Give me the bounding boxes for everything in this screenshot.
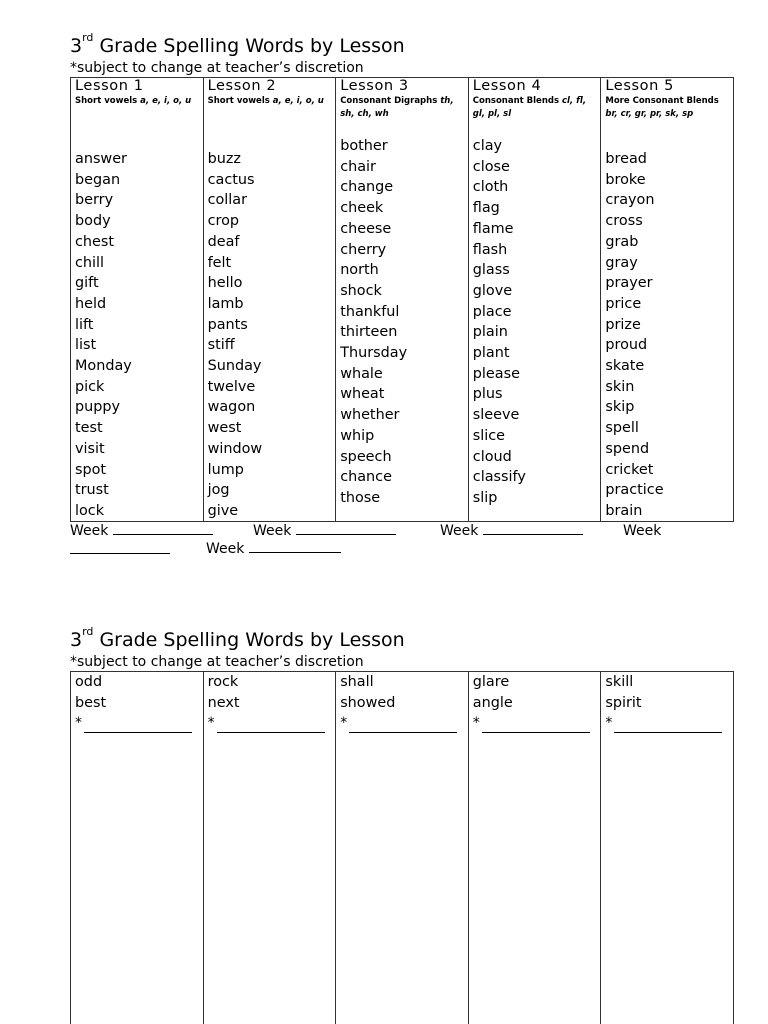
word: chance <box>340 469 392 486</box>
word: classify <box>472 469 526 486</box>
word: best <box>75 694 107 711</box>
word: began <box>75 171 121 188</box>
spelling-table-2 <box>70 671 734 1024</box>
column-2 <box>204 672 337 1024</box>
lesson-2-title: Lesson 2 <box>207 78 277 94</box>
word: grab <box>605 233 639 250</box>
week-2-line <box>253 522 396 540</box>
word: those <box>340 489 381 506</box>
week-blank <box>483 522 583 535</box>
column-1 <box>71 672 204 1024</box>
word: cloth <box>472 179 509 196</box>
asterisk: * <box>472 715 480 731</box>
word: price <box>605 295 642 312</box>
lesson-5-title: Lesson 5 <box>605 78 674 94</box>
column-5 <box>601 672 733 1024</box>
week-4-blank-line <box>70 541 170 559</box>
lesson-1-column <box>71 78 204 521</box>
word: crayon <box>605 192 655 209</box>
word: gray <box>605 254 638 271</box>
word: test <box>75 420 103 437</box>
word: whether <box>340 407 400 424</box>
word: west <box>207 420 242 437</box>
lesson-1-title: Lesson 1 <box>75 78 144 94</box>
write-in-line[interactable] <box>473 713 601 733</box>
lesson-2-description <box>208 95 336 108</box>
word: next <box>207 694 240 711</box>
word: thirteen <box>340 324 398 341</box>
asterisk: * <box>605 715 613 731</box>
word: practice <box>605 482 664 499</box>
lesson-3-description <box>340 95 468 121</box>
word: lock <box>75 502 105 519</box>
lesson-4-title: Lesson 4 <box>472 78 542 94</box>
word: shall <box>340 674 374 690</box>
write-in-blank[interactable] <box>217 718 325 733</box>
lesson-5-word-list <box>605 149 663 521</box>
word: skate <box>605 358 645 375</box>
lesson-4-word-list <box>473 136 526 509</box>
word: Monday <box>75 358 132 375</box>
week-label: Week <box>70 523 109 539</box>
word: lump <box>207 461 244 478</box>
word: prize <box>605 316 641 333</box>
word: collar <box>207 192 248 209</box>
page-subtitle-2: *subject to change at teacher’s discretion <box>70 654 364 670</box>
word: proud <box>605 337 648 354</box>
word: glare <box>472 674 510 690</box>
word: lift <box>75 316 94 333</box>
write-in-blank[interactable] <box>614 718 722 733</box>
week-1-line <box>70 522 213 540</box>
lesson-2-desc-text: Short vowels <box>207 96 273 106</box>
lesson-2-column <box>204 78 337 521</box>
word: cheek <box>340 200 384 217</box>
word: flag <box>472 200 500 217</box>
title-grade-number: 3 <box>70 35 83 57</box>
word: visit <box>75 440 105 457</box>
lesson-3-desc-letters: th, sh, ch, wh <box>340 96 454 119</box>
title-text: Grade Spelling Words by Lesson <box>93 629 405 651</box>
word: cricket <box>605 461 654 478</box>
word: skill <box>605 674 634 690</box>
word: prayer <box>605 275 653 292</box>
word: close <box>472 158 510 175</box>
word: slice <box>472 427 506 444</box>
write-in-blank[interactable] <box>482 718 590 733</box>
word: body <box>75 213 111 230</box>
word: plant <box>472 345 510 362</box>
word: flash <box>472 241 508 258</box>
word: sleeve <box>472 407 520 424</box>
title-grade-suffix: rd <box>82 625 94 638</box>
title-grade-number: 3 <box>70 629 83 651</box>
week-blank <box>113 522 213 535</box>
write-in-blank[interactable] <box>84 718 192 733</box>
week-label: Week <box>440 523 479 539</box>
word: cheese <box>340 220 392 237</box>
word: gift <box>75 275 99 292</box>
word: thankful <box>340 303 400 320</box>
word: odd <box>75 674 103 690</box>
word: brain <box>605 502 643 519</box>
page-title <box>70 31 405 57</box>
word: clay <box>472 138 503 154</box>
lesson-5-description <box>605 95 733 121</box>
word: north <box>340 262 379 279</box>
title-text: Grade Spelling Words by Lesson <box>93 35 405 57</box>
word: change <box>340 179 394 196</box>
asterisk: * <box>340 715 348 731</box>
lesson-1-desc-text: Short vowels <box>75 96 141 106</box>
word: puppy <box>75 399 121 416</box>
write-in-line[interactable] <box>208 713 336 733</box>
lesson-4-column <box>469 78 602 521</box>
word: chest <box>75 233 115 250</box>
word: twelve <box>207 378 256 395</box>
week-blank <box>70 541 170 554</box>
week-label: Week <box>623 523 662 539</box>
word: give <box>207 502 239 519</box>
write-in-blank[interactable] <box>349 718 457 733</box>
page-subtitle: *subject to change at teacher’s discretion <box>70 60 364 76</box>
word: held <box>75 295 107 312</box>
word: whip <box>340 427 375 444</box>
lesson-5-desc-text: More Consonant Blends <box>605 96 719 106</box>
word: crop <box>207 213 240 230</box>
word: pants <box>207 316 248 333</box>
spelling-table <box>70 77 734 522</box>
word: buzz <box>207 151 241 167</box>
lesson-4-desc-letters: cl, fl, gl, pl, sl <box>472 96 587 119</box>
word: trust <box>75 482 109 499</box>
word: Thursday <box>340 345 408 362</box>
word: plain <box>472 324 508 341</box>
write-in-line[interactable] <box>605 713 733 733</box>
lesson-1-description <box>75 95 203 108</box>
word: cross <box>605 213 643 230</box>
lesson-2-desc-letters: a, e, i, o, u <box>272 96 324 106</box>
asterisk: * <box>75 715 82 731</box>
word: whale <box>340 365 383 382</box>
word: bother <box>340 138 388 154</box>
word: rock <box>207 674 239 690</box>
word: speech <box>340 448 392 465</box>
word: wheat <box>340 386 385 403</box>
word: hello <box>207 275 243 292</box>
lesson-4-desc-text: Consonant Blends <box>472 96 562 106</box>
word: deaf <box>207 233 240 250</box>
week-label: Week <box>206 541 245 557</box>
word: cactus <box>207 171 255 188</box>
week-4-line <box>623 522 661 540</box>
word: slip <box>472 489 498 506</box>
lesson-3-desc-text: Consonant Digraphs <box>340 96 441 106</box>
lesson-1-word-list <box>75 149 132 521</box>
word: chair <box>340 158 376 175</box>
week-blank <box>296 522 396 535</box>
word: spell <box>605 420 639 437</box>
word: please <box>472 365 520 382</box>
word: pick <box>75 378 105 395</box>
word: berry <box>75 192 114 209</box>
column-3 <box>336 672 469 1024</box>
word: cloud <box>472 448 512 465</box>
word: felt <box>207 254 232 271</box>
word: Sunday <box>207 358 262 375</box>
week-5-line <box>206 540 341 558</box>
lesson-3-word-list <box>340 136 407 509</box>
word: window <box>207 440 263 457</box>
lesson-2-word-list <box>208 149 263 521</box>
week-blank <box>249 540 341 553</box>
word: spirit <box>605 694 642 711</box>
week-3-line <box>440 522 583 540</box>
asterisk: * <box>207 715 215 731</box>
word: place <box>472 303 512 320</box>
word: list <box>75 337 97 354</box>
word: spend <box>605 440 650 457</box>
lesson-5-column <box>601 78 733 521</box>
word: showed <box>340 694 396 711</box>
lesson-1-desc-letters: a, e, i, o, u <box>140 96 192 106</box>
word: shock <box>340 282 382 299</box>
word: stiff <box>207 337 235 354</box>
lesson-3-column <box>336 78 469 521</box>
lesson-5-desc-letters: br, cr, gr, pr, sk, sp <box>605 109 694 119</box>
word: angle <box>472 694 513 711</box>
word: jog <box>207 482 230 499</box>
word: skin <box>605 378 635 395</box>
lesson-4-description <box>473 95 601 121</box>
word: bread <box>605 151 647 167</box>
column-4 <box>469 672 602 1024</box>
week-label: Week <box>253 523 292 539</box>
word: lamb <box>207 295 244 312</box>
write-in-line[interactable] <box>340 713 468 733</box>
page-title-2 <box>70 625 405 651</box>
word: answer <box>75 151 127 167</box>
title-grade-suffix: rd <box>82 31 94 44</box>
word: cherry <box>340 241 387 258</box>
word: spot <box>75 461 107 478</box>
lesson-3-title: Lesson 3 <box>340 78 409 94</box>
word: broke <box>605 171 646 188</box>
word: glove <box>472 282 513 299</box>
word: glass <box>472 262 510 279</box>
word: flame <box>472 220 514 237</box>
word: chill <box>75 254 105 271</box>
word: skip <box>605 399 635 416</box>
write-in-line[interactable] <box>75 713 203 733</box>
word: wagon <box>207 399 256 416</box>
word: plus <box>472 386 503 403</box>
